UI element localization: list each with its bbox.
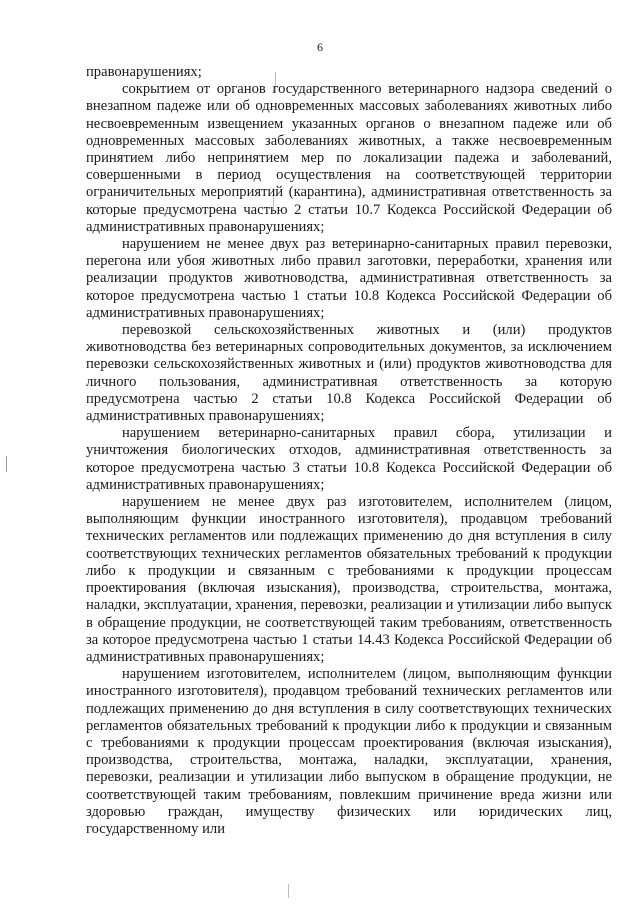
paragraph-continuation: правонарушениях; xyxy=(86,64,202,80)
paragraph-transport-slaughter-violation: нарушением не менее двух раз ветеринарно-санитарных правил перевозки, перегона или убоя животных либо правил заготовки, переработки, хранения или реализации продуктов животноводства, административная ответственность за которое предусмотрена частью 1 статьи 10.8 Кодекса Российской Федерации об административных правонарушениях; xyxy=(86,236,612,321)
paragraph-veterinary-concealment: сокрытием от органов государственного ветеринарного надзора сведений о внезапном падеже или об одновременных массовых заболеваниях животных либо несвоевременным извещением указанных органов о внезапном падеже или об одновременных массовых заболеваниях животных, а также несвоевременным принятием либо непринятием мер по локализации падежа и заболеваний, совершенными в период осуществления на соответствующей территории ограничительных мероприятий (карантина), административная ответственность за которые предусмотрена частью 2 статьи 10.7 Кодекса Российской Федерации об административных правонарушениях; xyxy=(86,81,612,235)
scan-artifact-line xyxy=(6,456,7,472)
document-body xyxy=(86,64,612,838)
paragraph-technical-regulations-harm: нарушением изготовителем, исполнителем (лицом, выполняющим функции иностранного изготовителя), продавцом требований технических регламентов или подлежащих применению до дня вступления в силу соответствующих технических регламентов обязательных требований к продукции либо к продукции и связанным с требованиями к продукции процессам проектирования (включая изыскания), производства, строительства, монтажа, наладки, эксплуатации, хранения, перевозки, реализации и утилизации либо выпуском в обращение продукции, не соответствующей таким требованиям, повлекшим причинение вреда жизни или здоровью граждан, имуществу физических или юридических лиц, государственному или xyxy=(86,666,612,837)
paragraph-biological-waste: нарушением ветеринарно-санитарных правил сбора, утилизации и уничтожения биологических отходов, административная ответственность за которое предусмотрена частью 3 статьи 10.8 Кодекса Российской Федерации об административных правонарушениях; xyxy=(86,425,612,493)
paragraph-technical-regulations-repeat: нарушением не менее двух раз изготовителем, исполнителем (лицом, выполняющим функции иностранного изготовителя), продавцом требований технических регламентов или подлежащих применению до дня вступления в силу соответствующих технических регламентов обязательных требований к продукции либо к продукции и связанным с требованиями к продукции процессам проектирования (включая изыскания), производства, строительства, монтажа, наладки, эксплуатации, хранения, перевозки, реализации и утилизации либо выпуск в обращение продукции, не соответствующей таким требованиям, ответственность за которое предусмотрена частью 1 статьи 14.43 Кодекса Российской Федерации об административных правонарушениях; xyxy=(86,494,612,665)
paragraph-transport-without-documents: перевозкой сельскохозяйственных животных и (или) продуктов животноводства без ветеринарных сопроводительных документов, за исключением перевозки сельскохозяйственных животных и (или) продуктов животноводства для личного пользования, административная ответственность за которую предусмотрена частью 2 статьи 10.8 Кодекса Российской Федерации об административных правонарушениях; xyxy=(86,322,612,425)
scan-artifact-line xyxy=(288,884,289,898)
page-number: 6 xyxy=(317,40,323,54)
